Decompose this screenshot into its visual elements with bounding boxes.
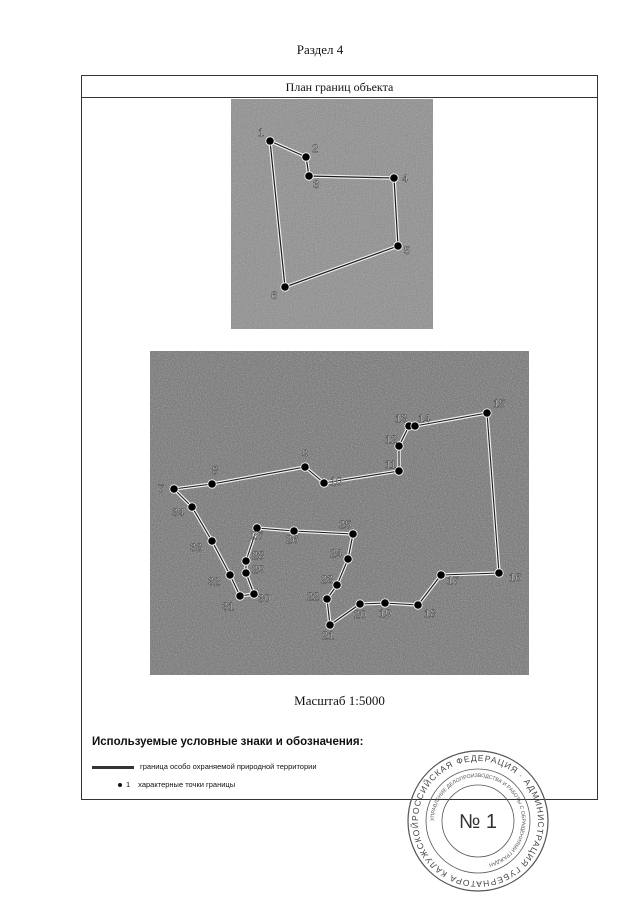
legend-points-text: характерные точки границы <box>138 780 236 789</box>
map-upper <box>231 99 433 329</box>
boundary-point-label: 22 <box>307 591 320 603</box>
scale-label: Масштаб 1:5000 <box>294 693 385 708</box>
seal-number: № 1 <box>458 811 498 833</box>
plan-header: План границ объекта <box>82 76 597 98</box>
boundary-point-label: 2 <box>312 143 319 155</box>
point-symbol <box>118 783 122 787</box>
legend-boundary-row <box>92 762 317 771</box>
seal-outer-text: РОССИЙСКАЯ ФЕДЕРАЦИЯ · АДМИНИСТРАЦИЯ ГУБЕРНАТОРА КАЛУЖСКОЙ <box>409 752 547 890</box>
boundary-point-label: 29 <box>252 564 265 576</box>
boundary-point-label: 21 <box>322 630 335 642</box>
plan-frame <box>81 75 598 800</box>
boundary-point-label: 14 <box>418 413 431 425</box>
legend-point-num: 1 <box>126 780 131 789</box>
boundary-point-label: 33 <box>190 542 203 554</box>
map-upper-svg <box>231 99 433 329</box>
boundary-point-label: 24 <box>330 548 343 560</box>
boundary-point-label: 32 <box>208 576 221 588</box>
legend-title: Используемые условные знаки и обозначения: <box>92 736 364 748</box>
boundary-point-label: 23 <box>321 574 334 586</box>
boundary-point-label: 16 <box>509 572 522 584</box>
boundary-point-label: 3 <box>313 179 320 191</box>
boundary-point-label: 20 <box>354 609 367 621</box>
legend-boundary-text: граница особо охраняемой природной территории <box>140 762 317 771</box>
boundary-point-label: 9 <box>302 448 309 460</box>
boundary-point-20 <box>354 600 366 621</box>
boundary-point-label: 34 <box>172 507 185 519</box>
boundary-point-9 <box>301 448 309 471</box>
boundary-point-label: 8 <box>212 465 219 477</box>
boundary-point-label: 1 <box>258 127 265 139</box>
boundary-point-label: 5 <box>404 245 411 257</box>
boundary-point-label: 7 <box>158 483 165 495</box>
boundary-point-label: 6 <box>271 290 278 302</box>
official-seal <box>405 748 551 894</box>
boundary-point-label: 11 <box>385 459 397 471</box>
boundary-point-label: 4 <box>402 173 409 185</box>
boundary-point-label: 13 <box>395 413 408 425</box>
boundary-point-label: 10 <box>330 476 343 488</box>
legend-points-row <box>92 780 235 789</box>
boundary-symbol <box>92 766 134 769</box>
boundary-point-label: 27 <box>251 530 264 542</box>
boundary-point-19 <box>379 599 391 620</box>
boundary-point-label: 26 <box>286 534 299 546</box>
boundary-point-label: 28 <box>252 550 265 562</box>
boundary-point-label: 25 <box>339 519 352 531</box>
boundary-point-label: 31 <box>222 601 235 613</box>
section-title: Раздел 4 <box>296 42 344 57</box>
map-lower <box>150 351 529 675</box>
boundary-point-label: 15 <box>493 398 506 410</box>
map-lower-svg <box>150 351 529 675</box>
boundary-point-label: 18 <box>424 608 437 620</box>
boundary-point-label: 19 <box>379 608 392 620</box>
boundary-point-label: 17 <box>447 575 460 587</box>
seal-inner-text: УПРАВЛЕНИЕ ДЕЛОПРОИЗВОДСТВА И РАБОТЫ С ОБРАЩЕНИЯМИ ГРАЖДАН <box>429 772 527 868</box>
boundary-point-label: 12 <box>385 434 398 446</box>
boundary-point-label: 30 <box>258 593 271 605</box>
